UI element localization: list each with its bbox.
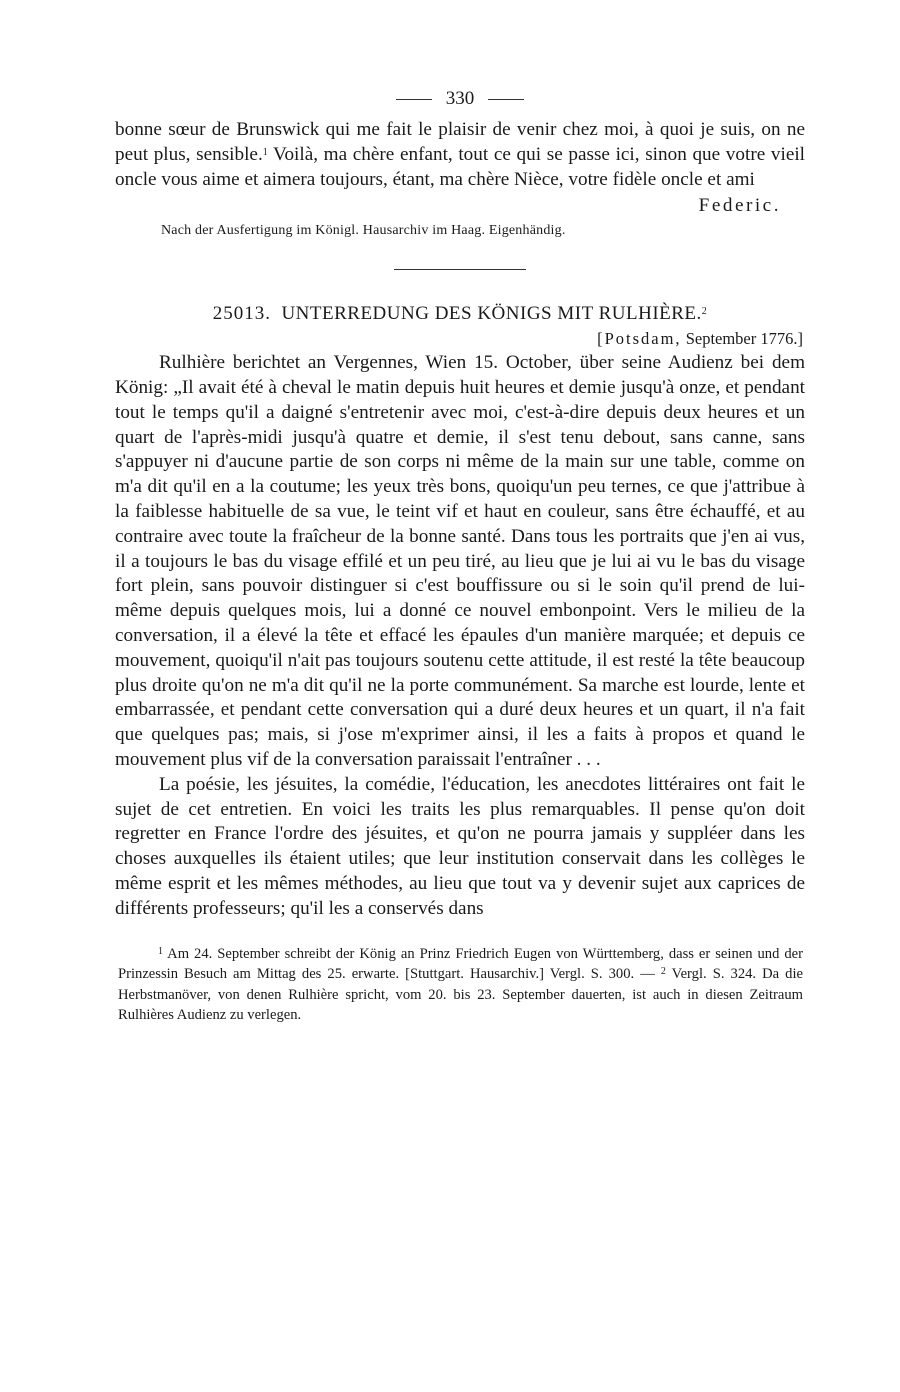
running-header [115,84,805,118]
section-divider [394,269,526,270]
footnote-text [118,944,803,1026]
letter-text: bonne sœur de Brunswick qui me fait le plaisir de venir chez moi, à quoi je suis, on ne peut plus, sensible. [115,119,805,165]
book-page [115,84,805,1026]
footnote-mark-2: 2 [660,966,666,978]
paragraph-1: Rulhière berichtet an Vergennes, Wien 15. October, über seine Audienz bei dem König: „Il avait été à cheval le matin depuis huit heures et demie jusqu'à onze, et pendant tout le temps qu'il a daigné s'entretenir avec moi, c'est-à-dire depuis deux heures et un quart de l'après-midi jusqu'à quatre et demie, il s'est tenu debout, sans canne, sans s'appuyer ni d'aucune partie de son corps ni même de la main sur une table, comme on m'a dit qu'il en a la coutume; les yeux très bons, quoiqu'un peu ternes, ce que j'attribue à la faiblesse habituelle de sa vue, le teint vif et haut en couleur, sans être échauffé, et au contraire avec toute la fraîcheur de la bonne santé. Dans tous les portraits que j'en ai vus, il a toujours le bas du visage effilé et un peu tiré, au lieu que je lui ai vu le bas du visage fort plein, sans pouvoir distinguer si c'est bouffissure ou si le soin qu'il prend de lui-même depuis quelques mois, lui a donné ce nouvel embonpoint. Vers le milieu de la conversation, il a élevé la tête et effacé les épaules d'un manière marquée; et depuis ce mouvement, quoiqu'il n'ait pas toujours soutenu cette attitude, il est resté la tête beaucoup plus droite qu'on ne m'a dit qu'il ne la porte communément. Sa marche est lourde, lente et embarrassée, et pendant cette conversation qui a duré deux heures et un quart, il n'a fait que quelques pas; mais, si j'ose m'exprimer ainsi, il les a faits à propos et quand le mouvement plus vif de la conversation paraissait l'entraîner . . . [115,352,805,770]
letter-signature: Federic. [698,195,781,217]
section-body [115,351,805,921]
source-note: Nach der Ausfertigung im Königl. Hausarchiv im Haag. Eigenhändig. [161,223,566,239]
paragraph-2: La poésie, les jésuites, la comédie, l'éducation, les anecdotes littéraires ont fait le sujet de cet entretien. En voici les traits les plus remarquables. Il pense qu'on doit regretter en France l'ordre des jésuites, et qu'on ne pourra jamais y suppléer dans les choses auxquelles ils étaient utiles; que leur institution conservait dans les collèges le même esprit et les mêmes méthodes, au lieu que tout va y devenir sujet aux caprices de différents professeurs; qu'il les a conservés dans [115,773,805,919]
footnote-1: Am 24. September schreibt der König an Prinz Friedrich Eugen von Württemberg, dass er seinen und der Prinzessin Besuch am Mittag des 25. erwarte. [Stuttgart. Hausarchiv.] Vergl. S. 300. — [118,945,803,983]
section-heading [115,301,805,327]
footnote-ref-1: 1 [262,146,268,158]
section-title: UNTERREDUNG DES KÖNIGS MIT RULHIÈRE. [281,303,702,325]
footnote-2: Vergl. S. 324. Da die Herbstmanöver, von denen Rulhière spricht, vom 20. bis 23. September dauerten, ist auch in diesen Zeitraum Rulhières Audienz zu verlegen. [118,966,804,1024]
dateline-date: September 1776.] [681,329,803,349]
footnotes [115,944,805,1026]
footnote-mark-1: 1 [158,945,163,957]
header-dash-left [396,99,432,100]
dateline-place: [Potsdam, [597,329,682,349]
letter-closing-paragraph [115,118,805,192]
header-dash-right [488,99,524,100]
footnote-ref-2: 2 [701,306,708,318]
dateline [115,327,805,351]
section-number: 25013. [212,303,271,325]
letter-continuation [115,118,805,219]
letter-text-2: Voilà, ma chère enfant, tout ce qui se passe ici, sinon que votre vieil oncle vous aime et aimera toujours, étant, ma chère Nièce, votre fidèle oncle et ami [115,143,805,190]
page-number: 330 [445,88,475,109]
